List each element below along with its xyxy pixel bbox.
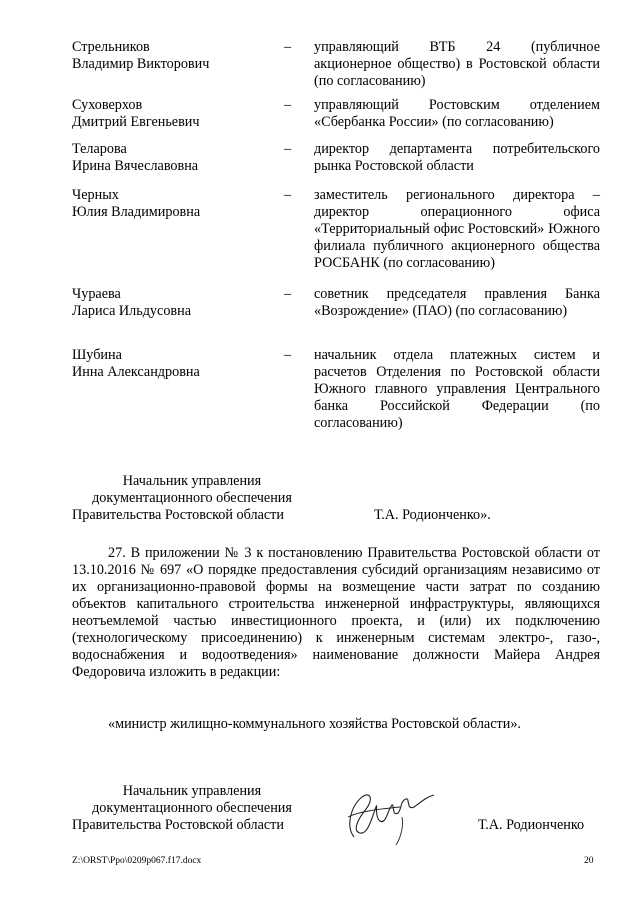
file-path: Z:\ORST\Ppo\0209p067.f17.docx (72, 856, 202, 866)
signatory-name: Т.А. Родионченко». (374, 507, 491, 523)
member-role: управляющий ВТБ 24 (публичное акционерное общество) в Ростовской области (по согласованию) (314, 39, 600, 89)
signature-block-2 (72, 783, 602, 834)
signature-title: Начальник управления документационного обеспечения Правительства Ростовской области (72, 473, 292, 523)
signature-title: Начальник управления документационного обеспечения Правительства Ростовской области (72, 783, 292, 833)
signature-block-1 (72, 473, 602, 524)
member-role: начальник отдела платежных систем и расчетов Отделения по Ростовской области Южного главного управления Центрального банка Российской Федерации (по согласованию) (314, 347, 600, 431)
member-role: директор департамента потребительского рынка Ростовской области (314, 141, 600, 174)
member-name: Черных Юлия Владимировна (72, 187, 201, 220)
member-dash: – (284, 187, 292, 203)
member-dash: – (284, 97, 292, 113)
member-dash: – (284, 347, 292, 363)
member-dash: – (284, 141, 292, 157)
member-role: заместитель регионального директора – директор операционного офиса «Территориальный офис Ростовский» Южного филиала публичного акционерного общества РОСБАНК (по согласованию) (314, 187, 600, 271)
member-name: Суховерхов Дмитрий Евгеньевич (72, 97, 200, 130)
signatory-name: Т.А. Родионченко (478, 817, 585, 833)
paragraph-27: 27. В приложении № 3 к постановлению Правительства Ростовской области от 13.10.2016 № 697 «О порядке предоставления субсидий организациям независимо от их организационно-правовой формы на возмещение части затрат по созданию объектов капитального строительства инженерной инфраструктуры, являющихся неотъемлемой частью инвестиционного проекта, и (или) их подключению (технологическому присоединению) к инженерным системам электро-, газо-, водоснабжения и водоотведения» наименование должности Майера Андрея Федоровича изложить в редакции: (72, 545, 600, 680)
member-name: Стрельников Владимир Викторович (72, 39, 210, 72)
member-name: Чураева Лариса Ильдусовна (72, 286, 192, 319)
member-dash: – (284, 39, 292, 55)
member-name: Теларова Ирина Вячеславовна (72, 141, 199, 174)
member-dash: – (284, 286, 292, 302)
member-role: советник председателя правления Банка «Возрождение» (ПАО) (по согласованию) (314, 286, 600, 319)
member-name: Шубина Инна Александровна (72, 347, 200, 380)
quote-text: «министр жилищно-коммунального хозяйства Ростовской области». (108, 716, 521, 732)
member-role: управляющий Ростовским отделением «Сбербанка России» (по согласованию) (314, 97, 600, 130)
page-number: 20 (584, 856, 594, 866)
